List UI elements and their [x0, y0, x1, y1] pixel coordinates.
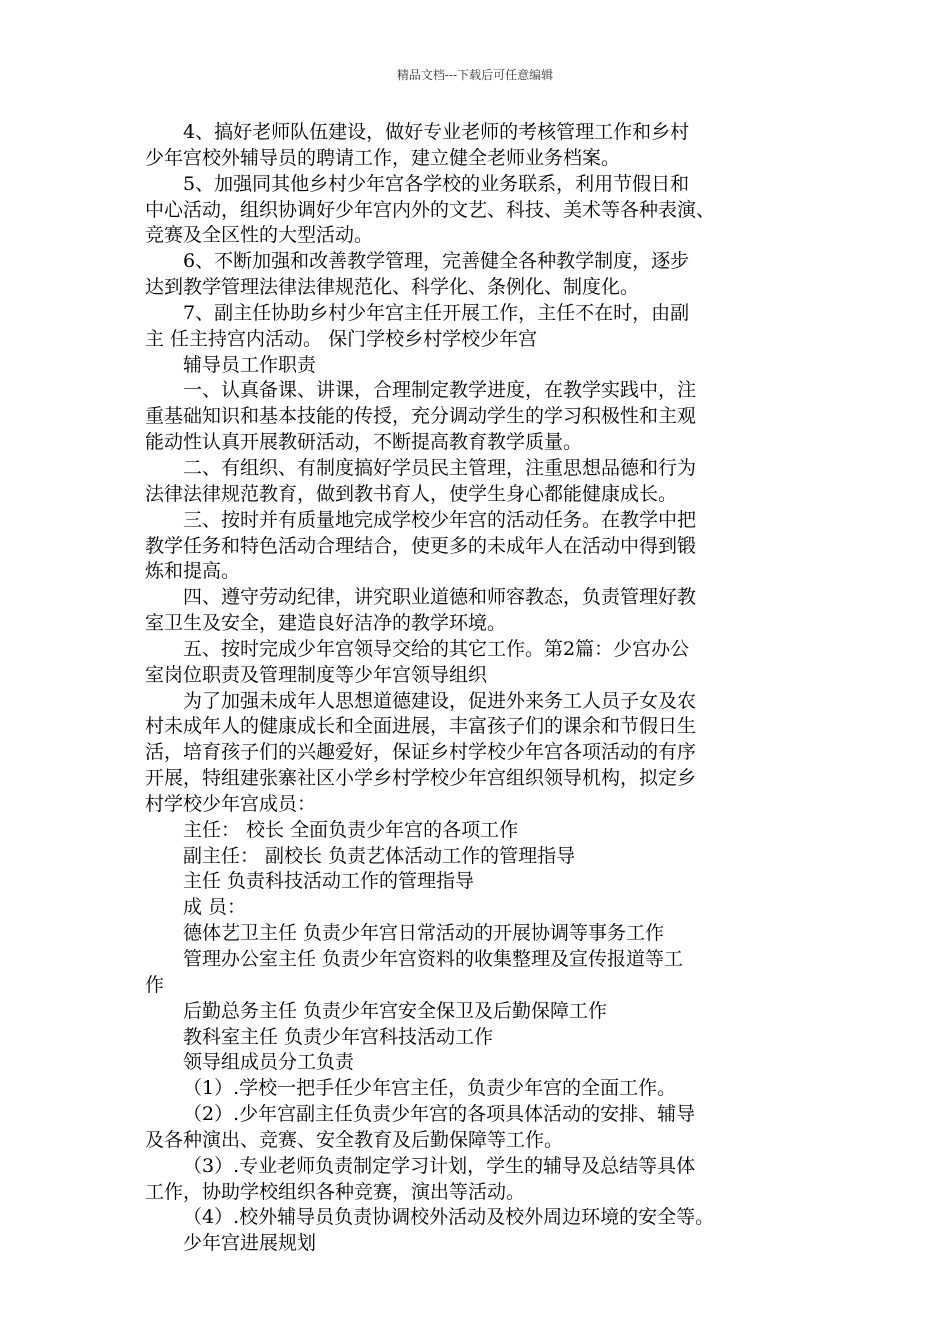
text-line: 开展，特组建张寨社区小学乡村学校少年宫组织领导机构，拟定乡	[145, 767, 697, 790]
text-line: 达到教学管理法律法律规范化、科学化、条例化、制度化。	[145, 276, 640, 299]
text-line: （3）.专业老师负责制定学习计划，学生的辅导及总结等具体	[183, 1154, 696, 1177]
text-line: 三、按时并有质量地完成学校少年宫的活动任务。在教学中把	[183, 508, 697, 531]
text-line: 领导组成员分工负责	[183, 1051, 355, 1074]
text-line: 室岗位职责及管理制度等少年宫领导组织	[145, 663, 488, 686]
text-line: 5、加强同其他乡村少年宫各学校的业务联系，利用节假日和	[183, 172, 690, 195]
text-line: 及各种演出、竞赛、安全教育及后勤保障等工作。	[145, 1128, 564, 1151]
text-line: 后勤总务主任 负责少年宫安全保卫及后勤保障工作	[183, 999, 608, 1022]
text-line: 主任： 校长 全面负责少年宫的各项工作	[183, 818, 519, 841]
text-line: 重基础知识和基本技能的传授，充分调动学生的学习积极性和主观	[145, 405, 697, 428]
text-line: 少年宫校外辅导员的聘请工作，建立健全老师业务档案。	[145, 146, 621, 169]
text-line: 主 任主持宫内活动。 保门学校乡村学校少年宫	[145, 327, 538, 350]
text-line: 少年宫进展规划	[183, 1232, 317, 1255]
page-header: 精品文档---下载后可任意编辑	[396, 68, 554, 82]
text-line: 作	[145, 973, 165, 996]
text-line: 6、不断加强和改善教学管理，完善健全各种教学制度，逐步	[183, 250, 690, 273]
text-line: 四、遵守劳动纪律，讲究职业道德和师容教态，负责管理好教	[183, 586, 697, 609]
text-line: 村未成年人的健康成长和全面进展，丰富孩子们的课余和节假日生	[145, 715, 697, 738]
text-line: （4）.校外辅导员负责协调校外活动及校外周边环境的安全等。	[183, 1206, 715, 1229]
text-line: 管理办公室主任 负责少年宫资料的收集整理及宣传报道等工	[183, 948, 684, 970]
text-line: 4、搞好老师队伍建设，做好专业老师的考核管理工作和乡村	[183, 121, 690, 143]
text-line: 教科室主任 负责少年宫科技活动工作	[183, 1025, 494, 1048]
text-line: 竞赛及全区性的大型活动。	[145, 224, 374, 247]
text-line: 德体艺卫主任 负责少年宫日常活动的开展协调等事务工作	[183, 922, 665, 945]
text-line: 活，培育孩子们的兴趣爱好，保证乡村学校少年宫各项活动的有序	[145, 741, 697, 764]
text-line: （2）.少年宫副主任负责少年宫的各项具体活动的安排、辅导	[183, 1103, 696, 1126]
text-line: 五、按时完成少年宫领导交给的其它工作。第2篇：少宫办公	[183, 637, 690, 660]
text-line: 教学任务和特色活动合理结合，使更多的未成年人在活动中得到锻	[145, 534, 697, 557]
text-line: 能动性认真开展教研活动，不断提高教育教学质量。	[145, 431, 583, 454]
text-line: 村学校少年宫成员：	[145, 792, 317, 815]
text-line: （1）.学校一把手任少年宫主任，负责少年宫的全面工作。	[183, 1077, 677, 1100]
document-body	[145, 120, 815, 1257]
text-line: 炼和提高。	[145, 560, 241, 583]
text-line: 二、有组织、有制度搞好学员民主管理，注重思想品德和行为	[183, 456, 697, 479]
text-line: 主任 负责科技活动工作的管理指导	[183, 870, 475, 893]
text-line: 为了加强未成年人思想道德建设，促进外来务工人员子女及农	[183, 689, 697, 712]
text-line: 室卫生及安全，建造良好洁净的教学环境。	[145, 612, 507, 635]
text-line: 法律法律规范教育，做到教书育人，使学生身心都能健康成长。	[145, 482, 678, 505]
text-line: 辅导员工作职责	[183, 353, 317, 376]
text-line: 中心活动，组织协调好少年宫内外的文艺、科技、美术等各种表演、	[145, 198, 716, 221]
text-line: 一、认真备课、讲课，合理制定教学进度，在教学实践中，注	[183, 379, 697, 402]
text-line: 副主任： 副校长 负责艺体活动工作的管理指导	[183, 844, 576, 867]
text-line: 工作，协助学校组织各种竞赛，演出等活动。	[145, 1180, 526, 1203]
text-line: 7、副主任协助乡村少年宫主任开展工作，主任不在时，由副	[183, 301, 690, 324]
text-line: 成 员：	[183, 896, 247, 919]
